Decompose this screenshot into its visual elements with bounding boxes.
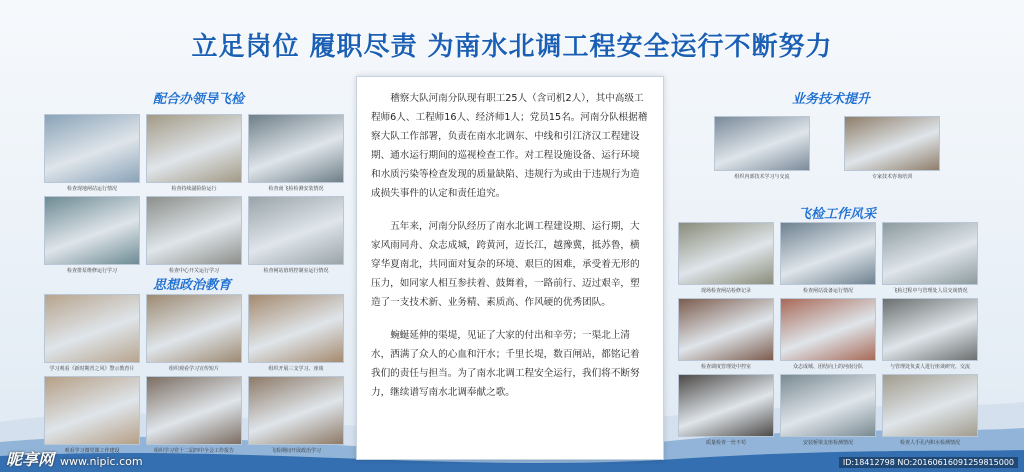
photo-caption: 专家技术咨询培训 xyxy=(871,174,912,180)
photo-caption: 检查现地闸站运行情况 xyxy=(66,186,117,192)
photo-caption: 检查持续副险险运行 xyxy=(171,186,217,192)
photo-tile xyxy=(678,298,774,370)
photo-caption: 与管理处负责人进行座谈研究、交流 xyxy=(889,364,970,370)
photo-caption: 检查中心开关运行学习 xyxy=(168,268,219,274)
photo-caption: 飞检过程中与管理处人员交谈情况 xyxy=(892,288,968,294)
photo-caption: 质量检查一丝不苟 xyxy=(705,440,746,446)
photo-image xyxy=(44,376,140,445)
photo-tile xyxy=(146,114,242,192)
closing-paragraph: 蜿蜒延伸的渠堤，见证了大家的付出和辛劳；一渠北上清水，洒满了众人的心血和汗水；千里长堤，数百闸站，都铭记着我们的责任与担当。为了南水北调工程安全运行，我们将不断努力，继续谱写南水北调奉献之歌。 xyxy=(371,330,640,398)
photo-tile xyxy=(780,222,876,294)
photo-image xyxy=(44,196,140,265)
watermark-logo: 昵享网 xyxy=(6,450,55,469)
photo-tile xyxy=(678,222,774,294)
photo-tile xyxy=(780,374,876,446)
photo-caption: 检查调度管理处中控室 xyxy=(700,364,751,370)
photo-image xyxy=(678,222,774,285)
section-title-leader-inspection: 配合办领导飞检 xyxy=(153,92,245,107)
photo-caption: 组织学习党十二届四中全会工作报告 xyxy=(153,448,234,454)
photo-caption: 组织内部技术学习与交流 xyxy=(734,174,790,180)
photo-tile xyxy=(248,196,344,274)
photo-tile xyxy=(714,116,810,180)
photo-image xyxy=(678,374,774,437)
photo-image xyxy=(44,114,140,183)
photo-caption: 安装桥梁支座检测情况 xyxy=(802,440,853,446)
photo-caption: 检查排泵维修运行学习 xyxy=(66,268,117,274)
photo-image xyxy=(248,376,344,445)
photo-tile xyxy=(44,294,140,372)
photo-caption: 检查人手孔内积水检测情况 xyxy=(899,440,960,446)
photo-image xyxy=(714,116,810,171)
photo-image xyxy=(678,298,774,361)
center-text-panel xyxy=(356,76,664,460)
photo-caption: 组织开展三支学习、座谈 xyxy=(268,366,324,372)
photo-tile xyxy=(146,376,242,454)
photo-caption: 学习观看《新时期青之风》警示教育片 xyxy=(49,366,135,372)
photo-tile xyxy=(882,222,978,294)
photo-image xyxy=(146,376,242,445)
section-title-skill-improvement: 业务技术提升 xyxy=(792,92,871,107)
photo-caption: 观看学习微党课工作建设 xyxy=(64,448,120,454)
photo-tile xyxy=(678,374,774,446)
photo-tile xyxy=(44,114,140,192)
photo-caption: 检查闸站值班控制室运行情况 xyxy=(263,268,329,274)
photo-tile xyxy=(248,114,344,192)
photo-image xyxy=(248,114,344,183)
photo-caption: 组织观看学习宣传短片 xyxy=(168,366,219,372)
photo-image xyxy=(44,294,140,363)
photo-image xyxy=(248,294,344,363)
photo-image xyxy=(248,196,344,265)
photo-tile xyxy=(248,376,344,454)
photo-caption: 飞检期间开展政治学习 xyxy=(270,448,321,454)
poster-headline: 立足岗位 履职尽责 为南水北调工程安全运行不断努力 xyxy=(191,32,833,62)
photo-image xyxy=(780,222,876,285)
image-id-label: ID:18412798 NO:20160616091259815000 xyxy=(839,457,1018,468)
photo-tile xyxy=(882,374,978,446)
photo-caption: 检查南飞检检测安装情况 xyxy=(268,186,324,192)
photo-tile xyxy=(844,116,940,180)
photo-image xyxy=(146,294,242,363)
section-title-political-education: 思想政治教育 xyxy=(153,278,232,293)
section-title-inspection-style: 飞检工作风采 xyxy=(798,207,877,222)
photo-image xyxy=(146,114,242,183)
photo-tile xyxy=(146,196,242,274)
photo-image xyxy=(882,222,978,285)
photo-caption: 现场检查闸站检修记录 xyxy=(700,288,751,294)
site-watermark xyxy=(6,447,143,470)
history-paragraph: 五年来，河南分队经历了南水北调工程建设期、运行期，大家风雨同舟、众志成城，跨黄河，迈长江，越豫冀，抵苏鲁，横穿华夏南北，共同面对复杂的环境、艰巨的困难，承受着无形的压力，如同家人相互参扶着、鼓舞着，一路前行、迈过艰辛，塑造了一支技术新、业务精、素质高、作风硬的优秀团队。 xyxy=(371,221,640,308)
intro-paragraph: 稽察大队河南分队现有职工25人（含司机2人），其中高级工程师6人、工程师16人、经济师1人；党员15名。河南分队根据稽察大队工作部署，负责在南水北调东、中线和引江济汉工程建设期、通水运行期间的巡视检查工作。对工程设施设备、运行环境和水质污染等检查发现的质量缺陷、违规行为或由于违规行为造成损失事件的认定和责任追究。 xyxy=(371,93,648,199)
photo-image xyxy=(844,116,940,171)
photo-image xyxy=(882,374,978,437)
photo-tile xyxy=(44,196,140,274)
photo-caption: 检查闸站设备运行情况 xyxy=(802,288,853,294)
photo-image xyxy=(882,298,978,361)
photo-image xyxy=(146,196,242,265)
photo-tile xyxy=(146,294,242,372)
photo-caption: 众志成城、团结向上的河南分队 xyxy=(792,364,863,370)
photo-image xyxy=(780,298,876,361)
photo-tile xyxy=(882,298,978,370)
photo-tile xyxy=(780,298,876,370)
photo-tile xyxy=(248,294,344,372)
photo-tile xyxy=(44,376,140,454)
photo-image xyxy=(780,374,876,437)
watermark-url: www.nipic.com xyxy=(60,455,143,468)
